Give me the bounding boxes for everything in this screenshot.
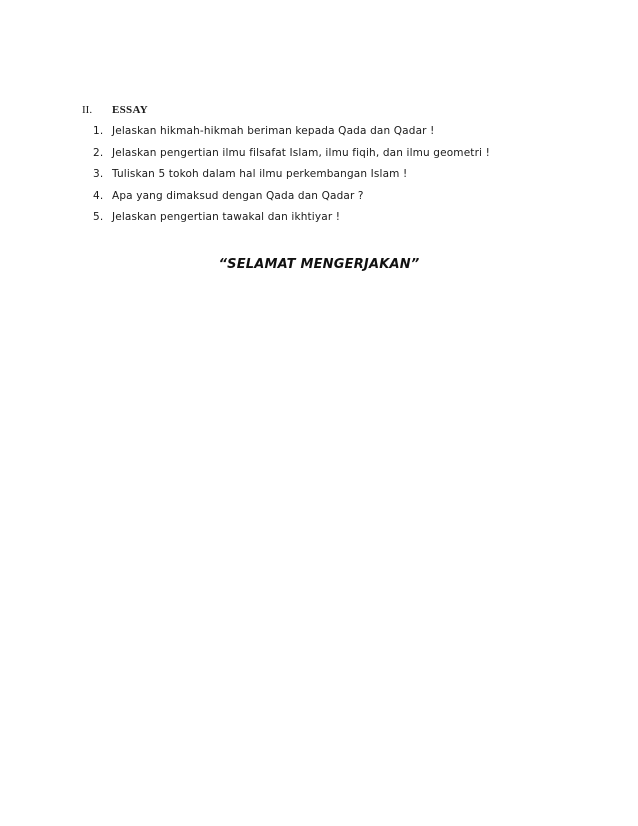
question-text: Jelaskan pengertian tawakal dan ikhtiyar ! (112, 211, 341, 223)
list-item (0, 189, 638, 211)
list-item (0, 146, 638, 168)
list-item (0, 124, 638, 146)
question-text: Jelaskan pengertian ilmu filsafat Islam, ilmu fiqih, dan ilmu geometri ! (112, 146, 490, 159)
list-item (0, 167, 638, 189)
closing-message: “SELAMAT MENGERJAKAN” (218, 257, 420, 272)
list-item (0, 210, 638, 232)
question-number: 3. (93, 168, 104, 180)
question-number: 1. (93, 125, 104, 137)
question-number: 5. (93, 211, 104, 223)
question-list (0, 124, 638, 232)
question-number: 4. (93, 189, 104, 202)
question-number: 2. (93, 146, 104, 159)
question-text: Apa yang dimaksud dengan Qada dan Qadar ? (112, 189, 364, 202)
section-title: ESSAY (112, 104, 148, 116)
question-text: Jelaskan hikmah-hikmah beriman kepada Qada dan Qadar ! (112, 125, 435, 137)
question-text: Tuliskan 5 tokoh dalam hal ilmu perkembangan Islam ! (112, 168, 408, 180)
section-number: II. (82, 104, 93, 116)
